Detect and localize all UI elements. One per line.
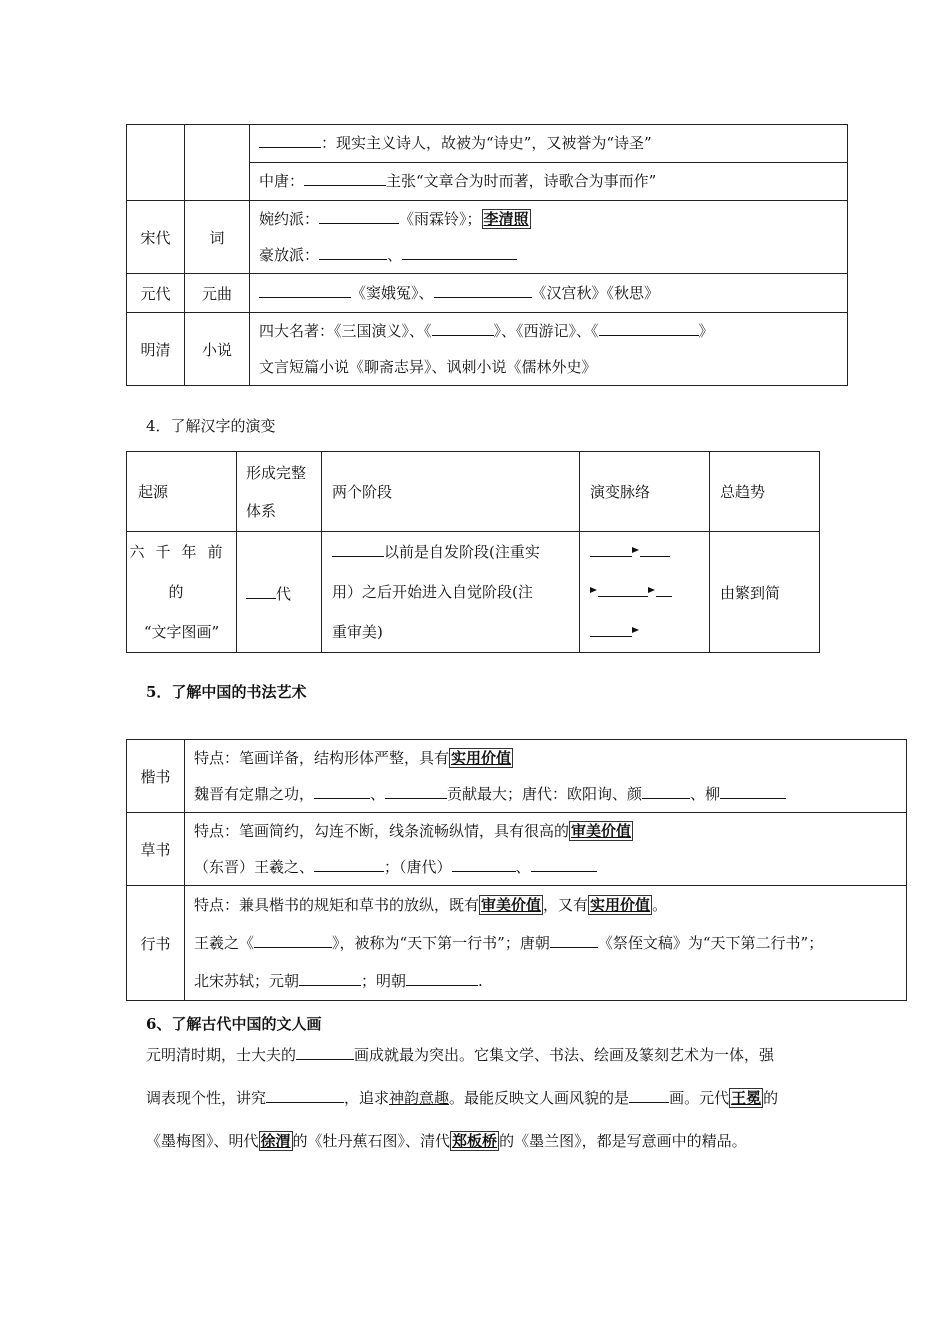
table-header-row [127, 452, 820, 532]
paragraph-line [146, 1120, 826, 1163]
text: 用）之后开始进入自觉阶段(注 [332, 583, 533, 601]
text: ，追求 [344, 1089, 390, 1107]
table-row [127, 125, 848, 201]
content-cell [250, 125, 848, 201]
arrow-right-icon [648, 587, 655, 593]
content-line [185, 886, 906, 924]
text: 特点：兼具楷书的规矩和草书的放纵，既有 [194, 896, 480, 914]
content-line [250, 201, 847, 237]
table-row [127, 274, 848, 313]
content-line [332, 532, 579, 572]
boxed-answer: 审美价值 [571, 822, 632, 840]
content-line [250, 163, 847, 200]
blank [332, 539, 384, 557]
trend-cell: 由繁到简 [710, 532, 820, 653]
blank [629, 1085, 669, 1103]
boxed-answer: 李清照 [483, 210, 529, 228]
blank [598, 579, 648, 597]
content-line [250, 313, 847, 349]
blank [434, 280, 532, 298]
text: 特点：笔画简约，勾连不断，线条流畅纵情，具有很高的 [194, 822, 570, 840]
header-system [237, 452, 322, 532]
header-origin: 起源 [127, 452, 237, 532]
text: 主张“文章合为时而著，诗歌合为事而作” [386, 172, 657, 190]
content-line [250, 237, 847, 273]
stages-cell [322, 532, 580, 653]
blank [304, 168, 386, 186]
blank [720, 781, 786, 799]
text: 的《牡丹蕉石图》、清代 [292, 1132, 451, 1150]
evolution-line [590, 572, 709, 612]
text: 王羲之《 [194, 934, 255, 952]
content-line [250, 125, 847, 163]
boxed-answer: 徐渭 [260, 1132, 291, 1150]
text: 》 [698, 322, 714, 340]
text: ；明朝 [361, 972, 407, 990]
text: 画成就最为突出。它集文学、书法、绘画及篆刻艺术为一体，强 [354, 1046, 775, 1064]
dynasty-cell: 明清 [127, 313, 185, 386]
blank [452, 854, 516, 872]
header-trend: 总趋势 [710, 452, 820, 532]
text: 的 [763, 1089, 779, 1107]
content-cell [250, 274, 848, 313]
boxed-answer: 审美价值 [481, 896, 542, 914]
text: 贡献最大；唐代：欧阳询、颜 [447, 785, 643, 803]
content-line [185, 962, 906, 1000]
blank [319, 242, 387, 260]
text: 、 [370, 785, 386, 803]
text: 、 [515, 858, 531, 876]
text: 元明清时期，士大夫的 [146, 1046, 297, 1064]
text: 》、《西游记》、《 [493, 322, 599, 340]
blank [599, 318, 699, 336]
text: 画。元代 [669, 1089, 730, 1107]
text: 《雨霖铃》； [399, 210, 482, 228]
paragraph-line [146, 1034, 826, 1077]
text: 四大名著：《三国演义》、《 [259, 322, 432, 340]
text: 以前是自发阶段(注重实 [384, 543, 540, 561]
content-line [185, 849, 906, 885]
text: 《祭侄文稿》为“天下第二行书”； [597, 934, 824, 952]
script-name: 楷书 [127, 740, 185, 813]
blank [590, 539, 632, 557]
blank [296, 1042, 354, 1060]
blank [640, 539, 670, 557]
system-cell [237, 532, 322, 653]
content-cell [185, 740, 907, 813]
dynasty-cell: 宋代 [127, 201, 185, 274]
content-line [185, 740, 906, 776]
genre-cell: 小说 [185, 313, 250, 386]
text: ：现实主义诗人，故被为“诗史”，又被誉为“诗圣” [321, 134, 652, 152]
genre-cell: 元曲 [185, 274, 250, 313]
text: 中唐： [259, 172, 305, 190]
text: ；（唐代） [384, 858, 452, 876]
arrow-right-icon [632, 547, 639, 553]
literature-table [126, 124, 848, 386]
content-line: 文言短篇小说《聊斋志异》、讽刺小说《儒林外史》 [259, 358, 597, 376]
text: 形成完整 [246, 463, 307, 482]
section-heading: 6、了解古代中国的文人画 [146, 1015, 322, 1033]
origin-cell [127, 532, 237, 653]
genre-cell [185, 125, 250, 201]
table-row [127, 532, 820, 653]
text: 的《墨兰图》，都是写意画中的精品。 [499, 1132, 747, 1150]
text: 特点：笔画详备，结构形体严整，具有 [194, 749, 450, 767]
content-line [185, 924, 906, 962]
blank [590, 619, 632, 637]
text: 代 [276, 584, 292, 603]
script-name: 行书 [127, 886, 185, 1001]
text: 重审美) [332, 623, 383, 641]
content-cell [250, 201, 848, 274]
blank [406, 968, 478, 986]
blank [259, 280, 351, 298]
script-name: 草书 [127, 813, 185, 886]
table-row [127, 201, 848, 274]
header-stages: 两个阶段 [322, 452, 580, 532]
table-row [127, 813, 907, 886]
blank [259, 130, 321, 148]
blank [402, 242, 517, 260]
boxed-answer: 实用价值 [590, 896, 651, 914]
text: ，又有 [543, 896, 589, 914]
table-row [127, 313, 848, 386]
blank [319, 206, 399, 224]
text: （东晋）王羲之、 [194, 858, 315, 876]
section-heading: 4．了解汉字的演变 [146, 417, 276, 435]
text: 体系 [246, 501, 277, 520]
hanzi-evolution-table [126, 451, 820, 653]
blank [550, 930, 598, 948]
arrow-right-icon [590, 587, 597, 593]
blank [314, 854, 384, 872]
blank [531, 854, 597, 872]
content-cell [185, 813, 907, 886]
text: 《墨梅图》、明代 [146, 1132, 259, 1150]
evolution-line [590, 532, 709, 572]
text: 。 [652, 896, 668, 914]
text: 北宋苏轼；元朝 [194, 972, 300, 990]
text: 魏晋有定鼎之功， [194, 785, 315, 803]
evolution-line [590, 612, 709, 652]
table-row [127, 740, 907, 813]
text: 六千年前的 [129, 543, 234, 601]
header-evolution: 演变脉络 [580, 452, 710, 532]
content-cell [250, 313, 848, 386]
underlined-term: 神韵意趣 [389, 1089, 450, 1107]
text: 豪放派： [259, 246, 320, 264]
boxed-answer: 郑板桥 [452, 1132, 498, 1150]
blank [314, 781, 370, 799]
text: 《汉宫秋》《秋思》 [531, 284, 660, 302]
content-line [185, 813, 906, 849]
blank [385, 781, 447, 799]
content-line [250, 274, 847, 312]
blank [246, 581, 276, 599]
text: “文字图画” [143, 623, 220, 641]
calligraphy-table [126, 739, 907, 1001]
blank [642, 781, 690, 799]
boxed-answer: 实用价值 [451, 749, 512, 767]
text: . [478, 972, 483, 990]
text: 、 [387, 246, 403, 264]
text: 、柳 [690, 785, 721, 803]
text: 调表现个性，讲究 [146, 1089, 267, 1107]
text: 《窦娥冤》、 [351, 284, 434, 302]
paragraph-line [146, 1077, 826, 1120]
blank [656, 579, 672, 597]
text: 》，被称为“天下第一行书”；唐朝 [332, 934, 550, 952]
content-line [185, 776, 906, 812]
blank [432, 318, 494, 336]
arrow-right-icon [632, 627, 639, 633]
text: 。最能反映文人画风貌的是 [449, 1089, 630, 1107]
genre-cell: 词 [185, 201, 250, 274]
dynasty-cell: 元代 [127, 274, 185, 313]
section-heading: 5．了解中国的书法艺术 [146, 683, 307, 701]
blank [254, 930, 332, 948]
table-row [127, 886, 907, 1001]
blank [299, 968, 361, 986]
dynasty-cell [127, 125, 185, 201]
blank [266, 1085, 344, 1103]
boxed-answer: 王冕 [731, 1089, 762, 1107]
text: 婉约派： [259, 210, 320, 228]
evolution-cell [580, 532, 710, 653]
content-cell [185, 886, 907, 1001]
